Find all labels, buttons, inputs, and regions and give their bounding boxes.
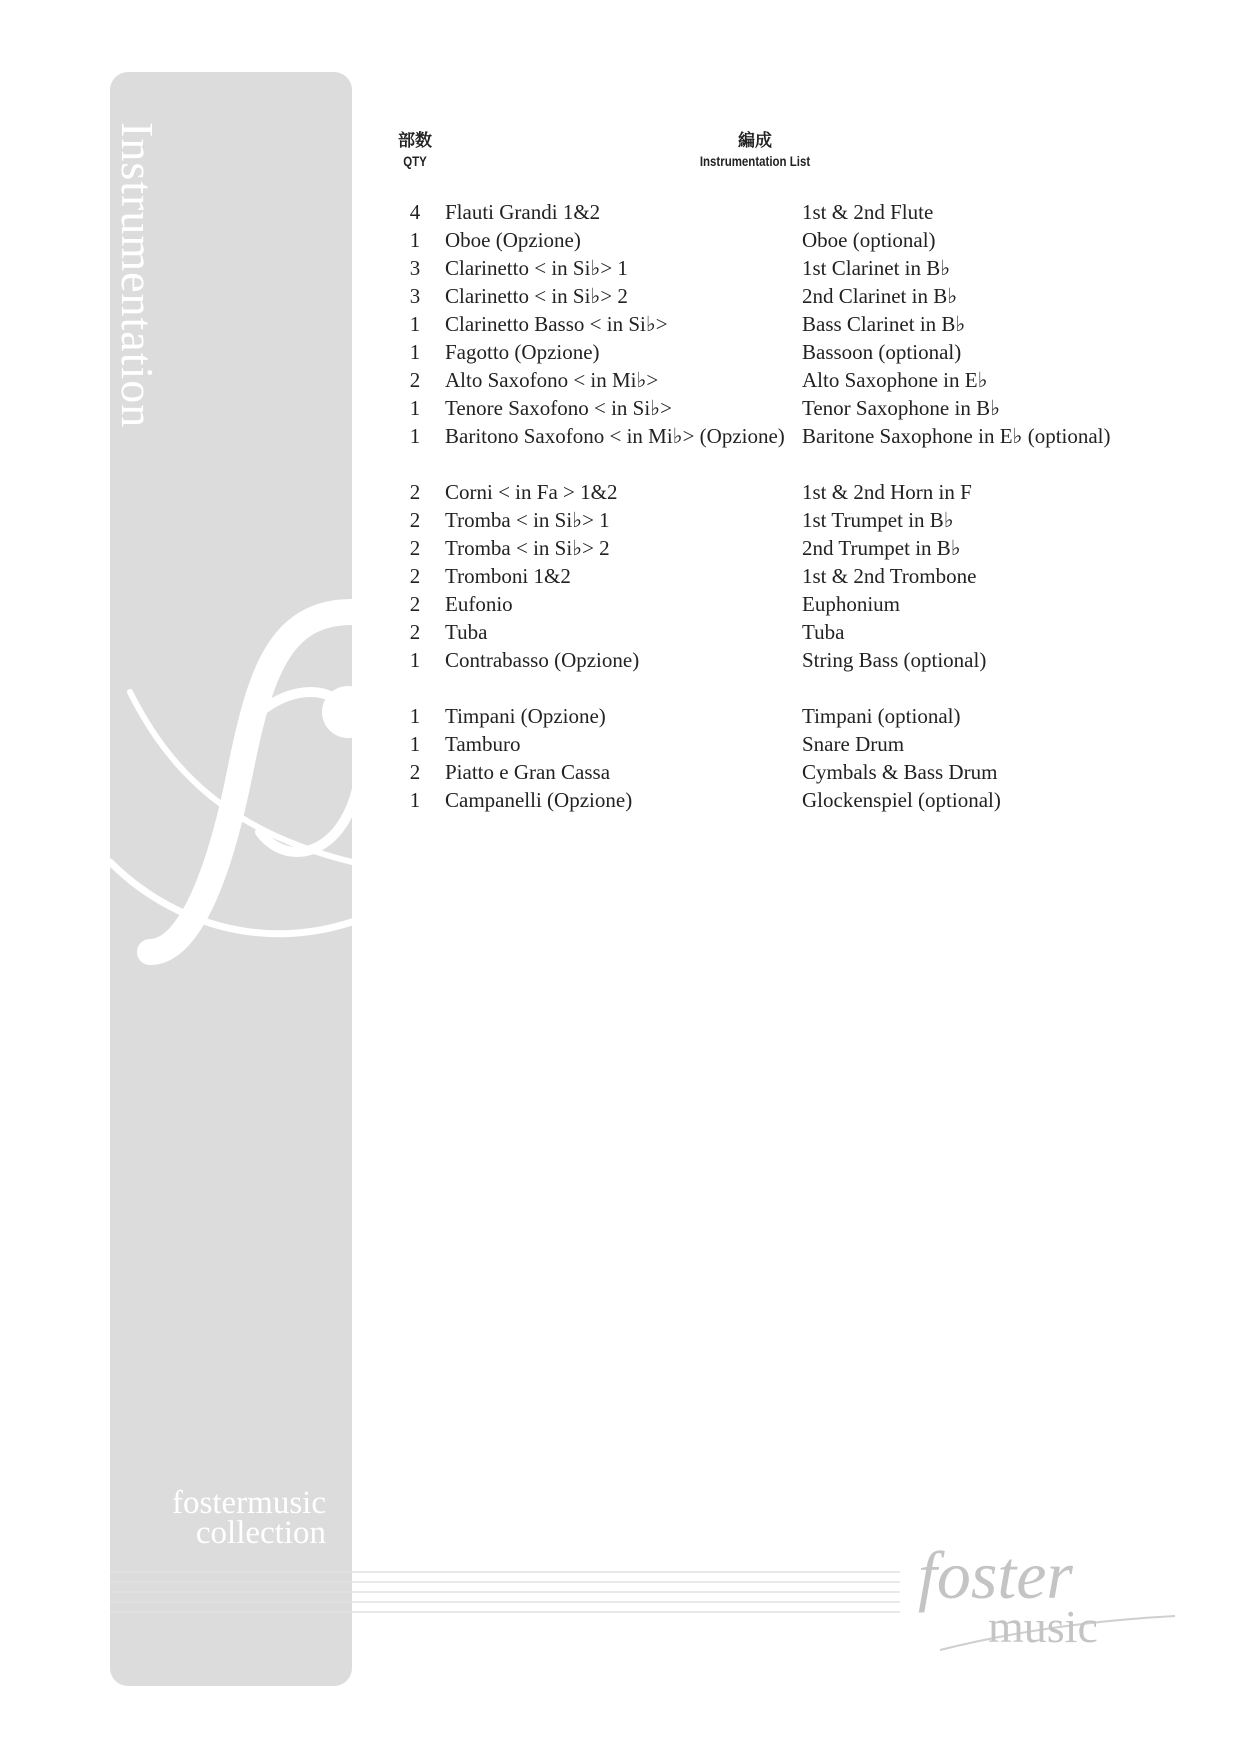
instrument-qty: 3 xyxy=(409,256,421,280)
instrument-qty: 3 xyxy=(409,284,421,308)
instrument-name-italian: Flauti Grandi 1&2 xyxy=(445,200,601,224)
foster-music-logo-mark xyxy=(900,1538,1190,1658)
instrument-name-english: Glockenspiel (optional) xyxy=(802,788,1001,812)
qty-header xyxy=(390,126,440,169)
instrument-name-english: 1st & 2nd Horn in F xyxy=(802,480,972,504)
instrument-row xyxy=(0,366,1240,394)
instrument-qty: 1 xyxy=(409,704,421,728)
instrument-name-italian: Clarinetto < in Si♭> 2 xyxy=(445,284,628,308)
instrument-name-english: Cymbals & Bass Drum xyxy=(802,760,998,784)
instrument-name-italian: Campanelli (Opzione) xyxy=(445,788,633,812)
instrument-name-italian: Piatto e Gran Cassa xyxy=(445,760,611,784)
instrument-row xyxy=(0,618,1240,646)
instrument-qty: 1 xyxy=(409,424,421,448)
instrument-row xyxy=(0,254,1240,282)
instrument-row xyxy=(0,534,1240,562)
instrument-name-italian: Eufonio xyxy=(445,592,513,616)
instrument-name-english: Snare Drum xyxy=(802,732,905,756)
instrument-row xyxy=(0,786,1240,814)
instrument-qty: 1 xyxy=(409,396,421,420)
instrument-name-english: 1st & 2nd Trombone xyxy=(802,564,977,588)
instrument-name-italian: Tuba xyxy=(445,620,488,644)
instrument-name-english: Euphonium xyxy=(802,592,900,616)
instrument-row xyxy=(0,282,1240,310)
instrument-row xyxy=(0,590,1240,618)
instrument-name-italian: Tenore Saxofono < in Si♭> xyxy=(445,396,672,420)
collection-line-1: fostermusic xyxy=(172,1485,326,1521)
logo-word-music: music xyxy=(988,1601,1098,1652)
instrument-qty: 1 xyxy=(409,340,421,364)
instrument-name-italian: Timpani (Opzione) xyxy=(445,704,606,728)
instrument-qty: 1 xyxy=(409,732,421,756)
instrument-qty: 2 xyxy=(409,760,421,784)
instrument-name-italian: Tamburo xyxy=(445,732,521,756)
instrument-row xyxy=(0,226,1240,254)
instrument-row xyxy=(0,730,1240,758)
instrument-name-english: 1st & 2nd Flute xyxy=(802,200,934,224)
instrument-name-italian: Tromba < in Si♭> 2 xyxy=(445,536,610,560)
qty-header-jp: 部数 xyxy=(398,131,432,151)
instrument-qty: 2 xyxy=(409,620,421,644)
instrument-name-english: 1st Trumpet in B♭ xyxy=(802,508,954,532)
list-header xyxy=(660,126,850,169)
instrument-name-italian: Corni < in Fa > 1&2 xyxy=(445,480,618,504)
instrument-name-english: Bassoon (optional) xyxy=(802,340,962,364)
instrument-row xyxy=(0,758,1240,786)
instrument-name-italian: Clarinetto < in Si♭> 1 xyxy=(445,256,628,280)
instrument-qty: 2 xyxy=(409,536,421,560)
list-header-en: Instrumentation List xyxy=(699,153,811,169)
instrument-name-english: Baritone Saxophone in E♭ (optional) xyxy=(802,424,1111,448)
instrument-name-english: Bass Clarinet in B♭ xyxy=(802,312,966,336)
instrument-name-english: Tuba xyxy=(802,620,845,644)
instrument-name-english: Alto Saxophone in E♭ xyxy=(802,368,988,392)
instrument-name-english: Tenor Saxophone in B♭ xyxy=(802,396,1000,420)
instrument-row xyxy=(0,478,1240,506)
instrument-name-english: 2nd Trumpet in B♭ xyxy=(802,536,961,560)
foster-music-logo xyxy=(900,1538,1190,1658)
qty-header-en: QTY xyxy=(403,153,427,169)
list-header-jp: 編成 xyxy=(738,131,772,151)
instrument-qty: 2 xyxy=(409,592,421,616)
instrument-qty: 4 xyxy=(409,200,421,224)
instrument-qty: 1 xyxy=(409,648,421,672)
instrument-name-english: Oboe (optional) xyxy=(802,228,936,252)
instrument-row xyxy=(0,338,1240,366)
instrument-name-italian: Alto Saxofono < in Mi♭> xyxy=(445,368,659,392)
sidebar-title-text: Instrumentation xyxy=(112,122,163,429)
collection-label xyxy=(172,1485,326,1551)
staff-lines xyxy=(110,1568,900,1618)
instrument-qty: 2 xyxy=(409,368,421,392)
instrument-name-italian: Oboe (Opzione) xyxy=(445,228,581,252)
instrument-name-italian: Baritono Saxofono < in Mi♭> (Opzione) xyxy=(445,424,785,448)
instrument-name-italian: Tromba < in Si♭> 1 xyxy=(445,508,610,532)
logo-word-foster: foster xyxy=(918,1538,1073,1613)
instrument-name-english: 2nd Clarinet in B♭ xyxy=(802,284,958,308)
instrument-qty: 1 xyxy=(409,788,421,812)
instrument-qty: 2 xyxy=(409,508,421,532)
instrument-qty: 2 xyxy=(409,480,421,504)
instrument-row xyxy=(0,506,1240,534)
instrument-name-english: Timpani (optional) xyxy=(802,704,961,728)
instrument-row xyxy=(0,422,1240,450)
instrument-qty: 1 xyxy=(409,312,421,336)
instrument-name-italian: Contrabasso (Opzione) xyxy=(445,648,640,672)
instrument-row xyxy=(0,646,1240,674)
instrument-name-italian: Tromboni 1&2 xyxy=(445,564,571,588)
instrument-name-english: String Bass (optional) xyxy=(802,648,987,672)
instrument-row xyxy=(0,702,1240,730)
collection-line-2: collection xyxy=(195,1515,326,1551)
instrument-row xyxy=(0,310,1240,338)
instrument-name-italian: Fagotto (Opzione) xyxy=(445,340,600,364)
instrument-row xyxy=(0,198,1240,226)
instrument-qty: 2 xyxy=(409,564,421,588)
instrument-row xyxy=(0,394,1240,422)
instrument-name-english: 1st Clarinet in B♭ xyxy=(802,256,951,280)
instrument-row xyxy=(0,562,1240,590)
instrument-qty: 1 xyxy=(409,228,421,252)
instrument-name-italian: Clarinetto Basso < in Si♭> xyxy=(445,312,668,336)
